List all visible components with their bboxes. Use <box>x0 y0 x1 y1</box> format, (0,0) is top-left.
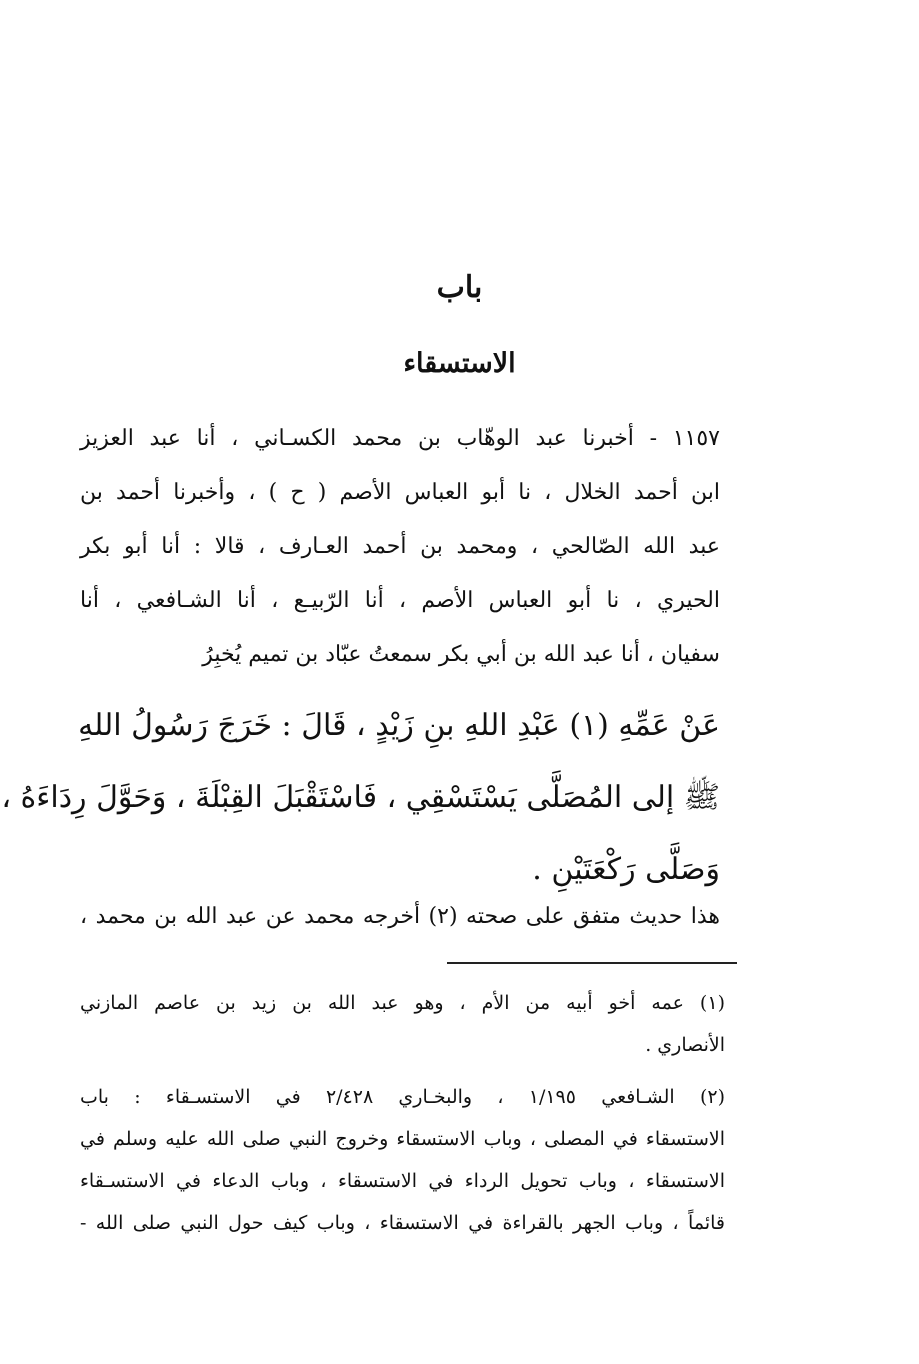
footnote-divider <box>447 962 737 964</box>
isnad-line: ابن أحمد الخلال ، نا أبو العباس الأصم ( ح ) ، وأخبرنا أحمد بن <box>80 480 720 505</box>
footnote-line: (١) عمه أخو أبيه من الأم ، وهو عبد الله بن زيد بن عاصم المازني <box>80 992 725 1014</box>
matn-line: عَنْ عَمِّهِ (١) عَبْدِ اللهِ بنِ زَيْدٍ ، قَالَ : خَرَجَ رَسُولُ اللهِ <box>78 708 720 743</box>
matn-line: ﷺ إلى المُصَلَّى يَسْتَسْقِي ، فَاسْتَقْبَلَ القِبْلَةَ ، وَحَوَّلَ رِدَاءَهُ ، <box>1 780 720 815</box>
footnote-line: (٢) الشـافعي ١/١٩٥ ، والبخـاري ٢/٤٢٨ في الاستسـقاء : باب <box>80 1086 725 1108</box>
isnad-line: سفيان ، أنا عبد الله بن أبي بكر سمعتُ عبّاد بن تميم يُخبِرُ <box>202 642 720 667</box>
footnote-spacer <box>80 1066 725 1076</box>
chapter-subtitle: الاستسقاء <box>403 348 516 379</box>
matn-line: وَصَلَّى رَكْعَتَيْنِ . <box>532 852 720 887</box>
chapter-title: باب <box>436 270 483 305</box>
footnote-line: الأنصاري . <box>645 1034 725 1056</box>
hadith-takhrij: هذا حديث متفق على صحته (٢) أخرجه محمد عن عبد الله بن محمد ، <box>80 904 720 929</box>
isnad-line: عبد الله الصّالحي ، ومحمد بن أحمد العـارف ، قالا : أنا أبو بكر <box>80 534 720 559</box>
footnote-2 <box>80 1076 725 1244</box>
footnote-line: الاستسقاء في المصلى ، وباب الاستسقاء وخروج النبي صلى الله عليه وسلم في <box>80 1128 725 1150</box>
footnote-line: قائماً ، وباب الجهر بالقراءة في الاستسقاء ، وباب كيف حول النبي صلى الله - <box>80 1212 725 1234</box>
isnad-line: الحيري ، نا أبو العباس الأصم ، أنا الرّبيـع ، أنا الشـافعي ، أنا <box>80 588 720 613</box>
footnotes <box>80 982 725 1244</box>
isnad-line: ١١٥٧ - أخبرنا عبد الوهّاب بن محمد الكسـاني ، أنا عبد العزيز <box>80 426 720 451</box>
hadith-matn <box>1 690 720 906</box>
footnote-1 <box>80 982 725 1066</box>
footnote-line: الاستسقاء ، وباب تحويل الرداء في الاستسقاء ، وباب الدعاء في الاستسـقاء <box>80 1170 725 1192</box>
hadith-isnad <box>80 412 720 682</box>
